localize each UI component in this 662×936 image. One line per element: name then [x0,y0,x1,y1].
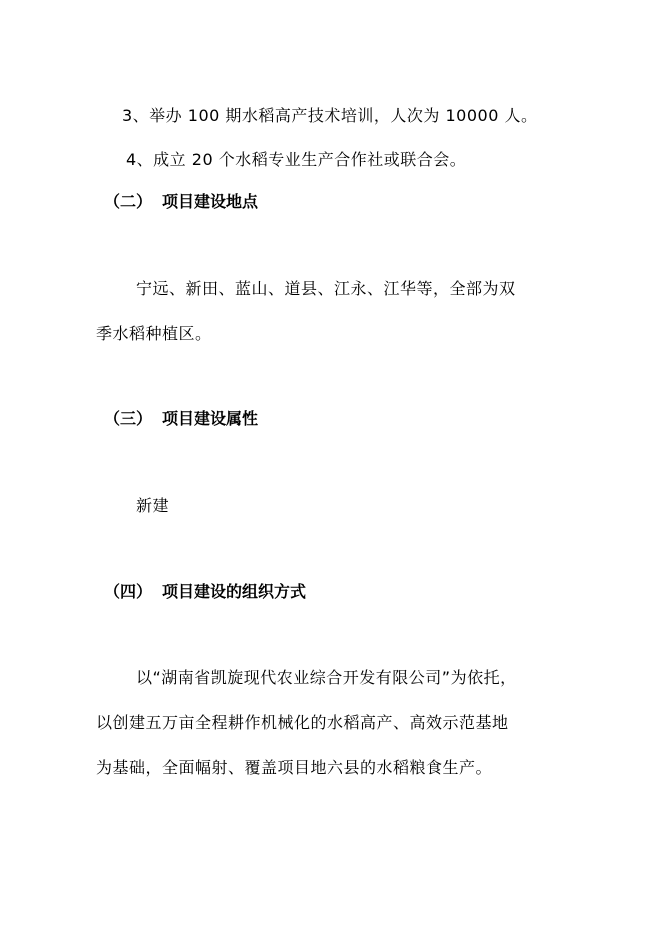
section-number: （三） [104,409,153,428]
section-title: 项目建设的组织方式 [162,582,307,601]
goal-3: 3、举办 100 期水稻高产技术培训，人次为 10000 人。 [122,106,538,125]
paragraph-line: 新建 [136,496,170,515]
section-heading-location [104,192,258,212]
paragraph-line: 以创建五万亩全程耕作机械化的水稻高产、高效示范基地 [96,713,509,732]
section-number: （二） [104,192,153,211]
paragraph-line: 宁远、新田、蓝山、道县、江永、江华等，全部为双 [136,279,516,298]
section-number: （四） [104,582,153,601]
section-title: 项目建设属性 [162,409,259,428]
goal-4: 4、成立 20 个水稻专业生产合作社或联合会。 [126,150,467,169]
paragraph-line: 为基础，全面幅射、覆盖项目地六县的水稻粮食生产。 [96,758,493,777]
section-heading-organization [104,582,306,602]
section-heading-attribute [104,409,258,429]
section-title: 项目建设地点 [162,192,259,211]
paragraph-line: 季水稻种植区。 [96,324,212,343]
paragraph-line: 以“湖南省凯旋现代农业综合开发有限公司”为依托， [136,668,517,687]
